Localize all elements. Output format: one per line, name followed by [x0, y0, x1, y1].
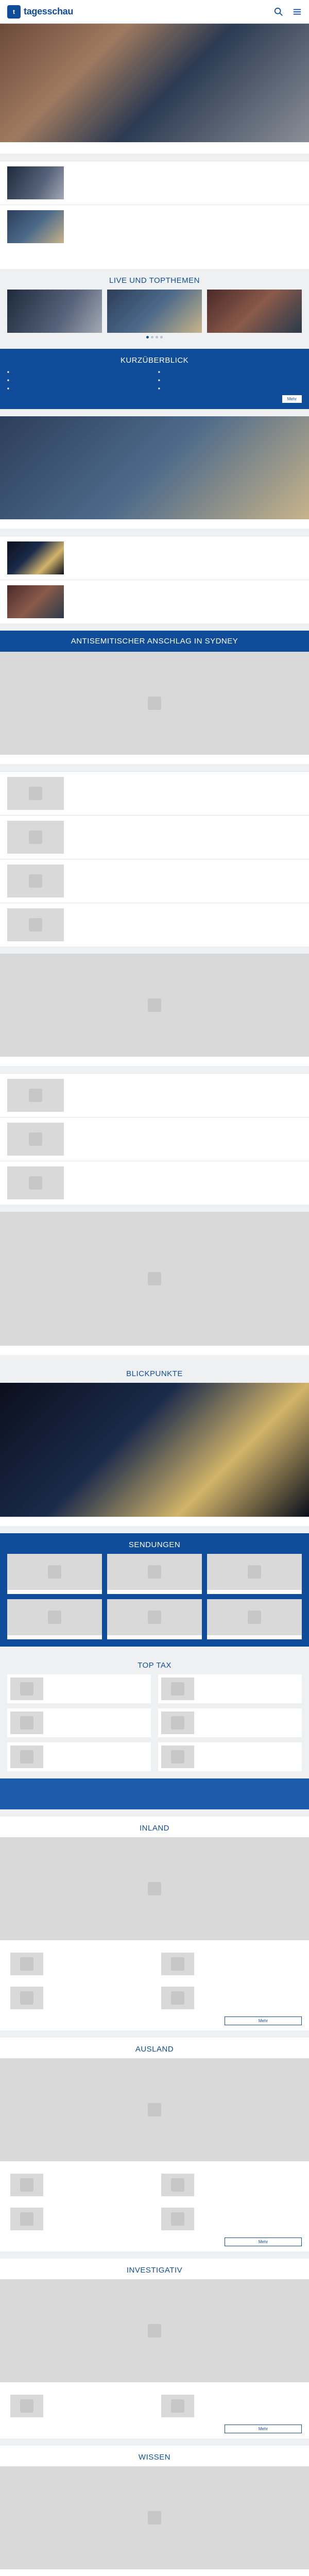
- list-item[interactable]: [7, 378, 151, 383]
- list-item[interactable]: [7, 386, 151, 391]
- sendung-tile[interactable]: [107, 1554, 202, 1594]
- live-item[interactable]: [207, 290, 302, 333]
- section-title-toptax: TOP TAX: [138, 1661, 171, 1670]
- logo-text: tagesschau: [24, 6, 74, 16]
- list-item[interactable]: [158, 1708, 302, 1737]
- live-item[interactable]: [7, 290, 102, 333]
- section-ausland: AUSLAND Mehr: [0, 2038, 309, 2251]
- section-title-blickpunkte: BLICKPUNKTE: [126, 1369, 183, 1379]
- more-button[interactable]: Mehr: [225, 2425, 302, 2433]
- article[interactable]: [0, 2466, 309, 2576]
- article[interactable]: [0, 1837, 309, 1950]
- spacer: [0, 248, 309, 269]
- article[interactable]: [0, 1212, 309, 1355]
- list-item[interactable]: [0, 536, 309, 580]
- kurz-more-button[interactable]: Mehr: [282, 395, 302, 403]
- list-item[interactable]: [0, 205, 309, 248]
- list-item[interactable]: [158, 378, 302, 383]
- list-item[interactable]: [0, 903, 309, 946]
- article[interactable]: [0, 954, 309, 1066]
- kurz-list: [7, 369, 302, 391]
- list-item[interactable]: [0, 580, 309, 623]
- list-item[interactable]: [0, 815, 309, 859]
- logo-mark: t: [7, 5, 21, 19]
- article-image: [0, 1212, 309, 1346]
- article[interactable]: [0, 416, 309, 529]
- more-button[interactable]: Mehr: [225, 2238, 302, 2246]
- sendung-tile[interactable]: [7, 1554, 102, 1594]
- list-item[interactable]: [7, 2392, 151, 2420]
- live-item[interactable]: [107, 290, 202, 333]
- menu-icon[interactable]: [293, 7, 302, 16]
- list-item[interactable]: [7, 1984, 151, 2012]
- list-item[interactable]: [158, 386, 302, 391]
- article-image: [0, 652, 309, 755]
- slider-pager[interactable]: [0, 333, 309, 342]
- list-item[interactable]: [0, 859, 309, 903]
- article[interactable]: [0, 2058, 309, 2171]
- list-item[interactable]: [7, 1674, 151, 1703]
- kurz-box: [0, 349, 309, 409]
- list-item[interactable]: [7, 1742, 151, 1771]
- article-image: [7, 166, 64, 199]
- section-investigativ: INVESTIGATIV Mehr: [0, 2259, 309, 2438]
- list-item[interactable]: [0, 1073, 309, 1117]
- hero-image: [0, 24, 309, 142]
- list-item[interactable]: [0, 161, 309, 205]
- section-title-kurz: KURZÜBERBLICK: [120, 356, 189, 365]
- list-item[interactable]: [7, 2171, 151, 2199]
- article-image: [7, 541, 64, 574]
- hero-article[interactable]: [0, 24, 309, 154]
- section-title-sendungen: SENDUNGEN: [128, 1540, 181, 1550]
- article-image: [0, 416, 309, 519]
- list-item[interactable]: [158, 2392, 302, 2420]
- sendung-tile[interactable]: [207, 1599, 302, 1639]
- list-item[interactable]: [158, 1950, 302, 1978]
- list-item[interactable]: [7, 1950, 151, 1978]
- sendung-tile[interactable]: [7, 1599, 102, 1639]
- topic-banner[interactable]: ANTISEMITISCHER ANSCHLAG IN SYDNEY: [0, 631, 309, 652]
- sendung-tile[interactable]: [107, 1599, 202, 1639]
- list-item[interactable]: [158, 1984, 302, 2012]
- list-item[interactable]: [7, 1708, 151, 1737]
- list-item[interactable]: [7, 369, 151, 375]
- list-item[interactable]: [158, 1674, 302, 1703]
- section-inland: INLAND Mehr: [0, 1817, 309, 2030]
- list-item[interactable]: [0, 771, 309, 815]
- article[interactable]: [0, 2279, 309, 2392]
- sendungen-box: [0, 1533, 309, 1647]
- article-image: [0, 1383, 309, 1517]
- more-button[interactable]: Mehr: [225, 2016, 302, 2025]
- section-title-live: LIVE UND TOPTHEMEN: [109, 276, 200, 285]
- section-wissen: WISSEN: [0, 2446, 309, 2576]
- list-item[interactable]: [0, 1161, 309, 1205]
- list-item[interactable]: [158, 2171, 302, 2199]
- list-item[interactable]: [0, 1117, 309, 1161]
- list-item[interactable]: [158, 2205, 302, 2233]
- blickpunkt-article[interactable]: [0, 1383, 309, 1526]
- list-item[interactable]: [7, 2205, 151, 2233]
- article-image: [7, 210, 64, 243]
- site-header: [0, 0, 309, 24]
- site-logo[interactable]: [7, 5, 73, 19]
- article-image: [0, 954, 309, 1057]
- article-image: [7, 585, 64, 618]
- live-slider: [0, 290, 309, 333]
- search-icon[interactable]: [274, 7, 283, 16]
- list-item[interactable]: [158, 1742, 302, 1771]
- promo-banner[interactable]: [0, 1778, 309, 1809]
- article[interactable]: [0, 652, 309, 764]
- list-item[interactable]: [158, 369, 302, 375]
- sendung-tile[interactable]: [207, 1554, 302, 1594]
